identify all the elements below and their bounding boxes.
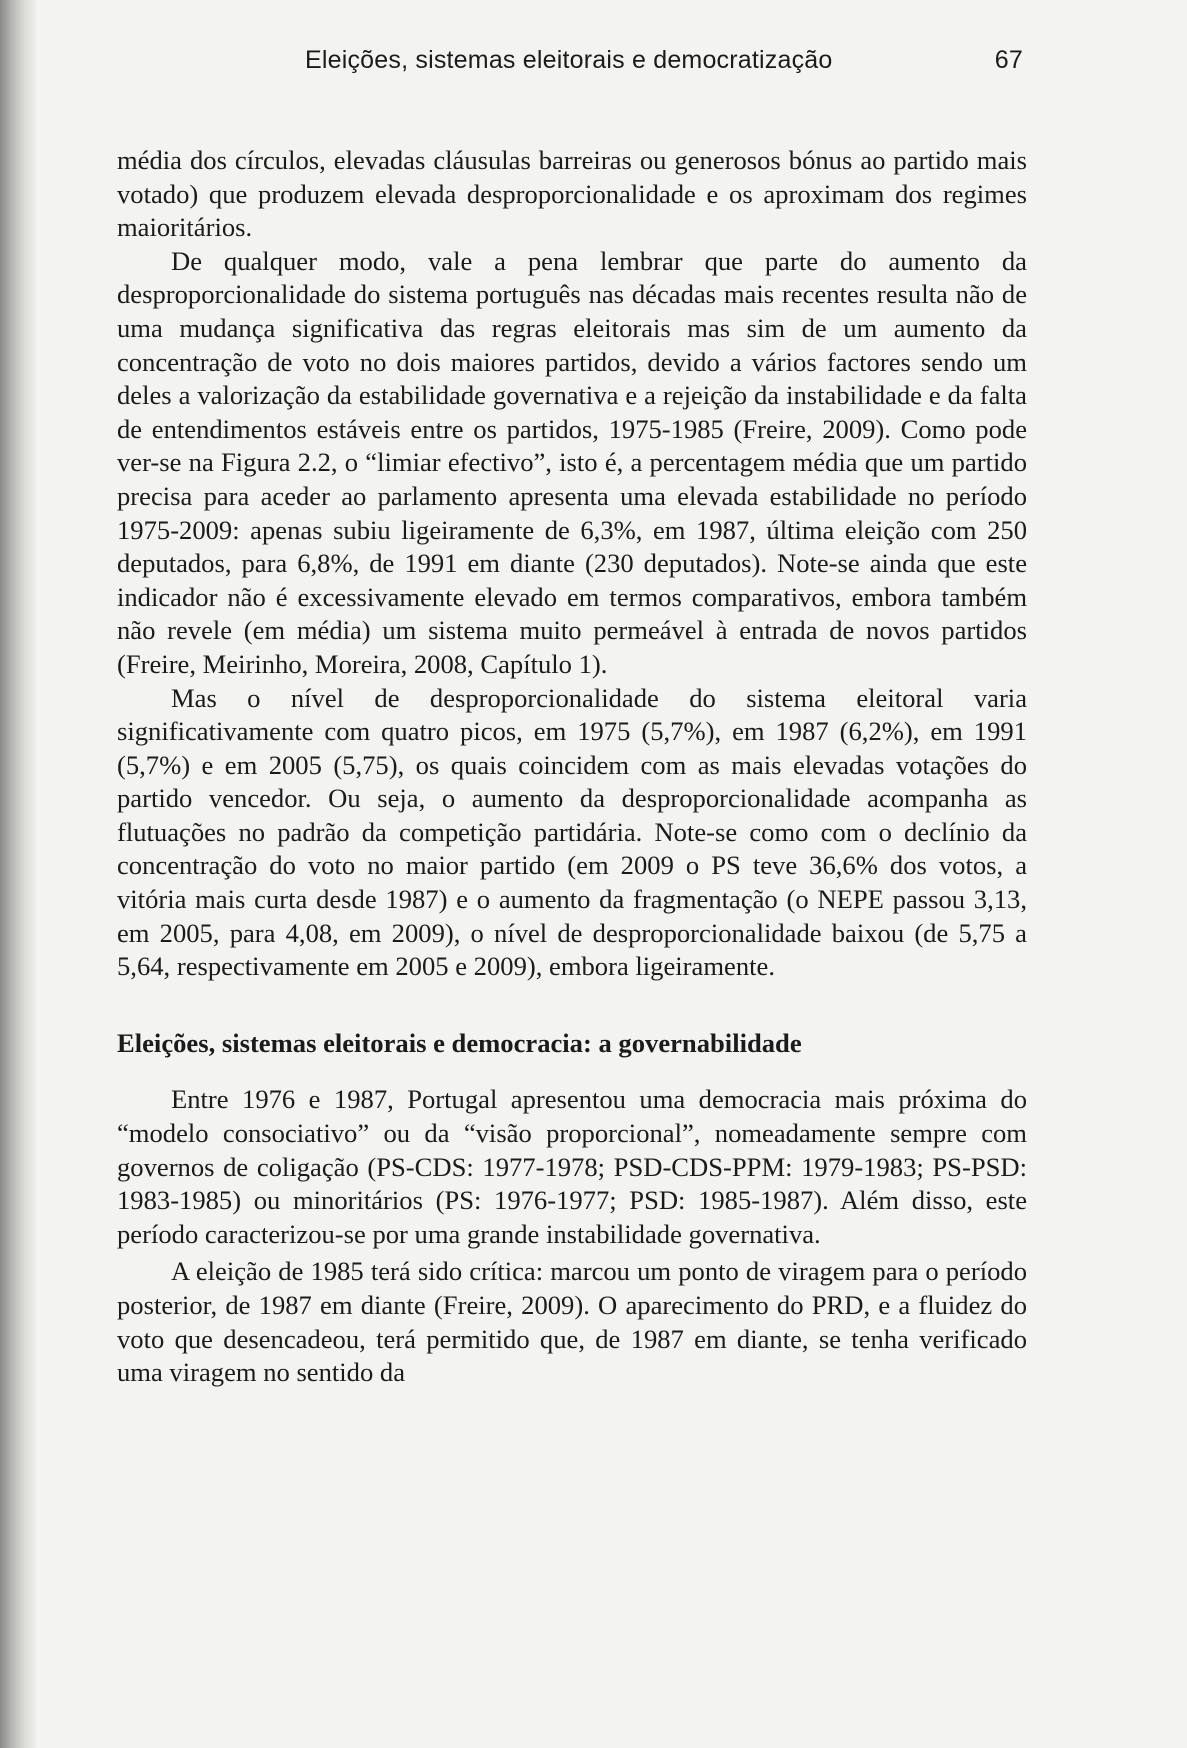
body-text [117, 144, 1027, 1390]
paragraph-5: A eleição de 1985 terá sido crítica: marcou um ponto de viragem para o período posterior, de 1987 em diante (Freire, 2009). O aparecimento do PRD, e a fluidez do voto que desencadeou, terá permitido que, de 1987 em diante, se tenha verificado uma viragem no sentido da [117, 1256, 1027, 1388]
paragraph-2: De qualquer modo, vale a pena lembrar que parte do aumento da desproporcionalidade do sistema português nas décadas mais recentes resulta não de uma mudança significativa das regras eleitorais mas sim de um aumento da concentração de voto no dois maiores partidos, devido a vários factores sendo um deles a valorização da estabilidade governativa e a rejeição da instabilidade e da falta de entendimentos estáveis entre os partidos, 1975-1985 (Freire, 2009). Como pode ver-se na Figura 2.2, o “limiar efectivo”, isto é, a percentagem média que um partido precisa para aceder ao parlamento apresenta uma elevada estabilidade no período 1975-2009: apenas subiu ligeiramente de 6,3%, em 1987, última eleição com 250 deputados, para 6,8%, de 1991 em diante (230 deputados). Note-se ainda que este indicador não é excessivamente elevado em termos comparativos, embora também não revele (em média) um sistema muito permeável à entrada de novos partidos (Freire, Meirinho, Moreira, 2008, Capítulo 1). [117, 245, 1027, 679]
section-heading: Eleições, sistemas eleitorais e democracia: a governabilidade [117, 1027, 802, 1058]
running-head [117, 42, 1027, 82]
paragraph-4: Entre 1976 e 1987, Portugal apresentou uma democracia mais próxima do “modelo consociativo” ou da “visão proporcional”, nomeadamente sempre com governos de coligação (PS-CDS: 1977-1978; PSD-CDS-PPM: 1979-1983; PS-PSD: 1983-1985) ou minoritários (PS: 1976-1977; PSD: 1985-1987). Além disso, este período caracterizou-se por uma grande instabilidade governativa. [117, 1084, 1027, 1249]
spacer [117, 1060, 1027, 1083]
paragraph-3: Mas o nível de desproporcionalidade do sistema eleitoral varia significativamente com quatro picos, em 1975 (5,7%), em 1987 (6,2%), em 1991 (5,7%) e em 2005 (5,75), os quais coincidem com as mais elevadas votações do partido vencedor. Ou seja, o aumento da desproporcionalidade acompanha as flutuações no padrão da competição partidária. Note-se como com o declínio da concentração do voto no maior partido (em 2009 o PS teve 36,6% dos votos, a vitória mais curta desde 1987) e o aumento da fragmentação (o NEPE passou 3,13, em 2005, para 4,08, em 2009), o nível de desproporcionalidade baixou (de 5,75 a 5,64, respectivamente em 2005 e 2009), embora ligeiramente. [117, 682, 1027, 982]
running-title: Eleições, sistemas eleitorais e democratização [305, 46, 833, 74]
spacer [117, 984, 1027, 1027]
page-number: 67 [994, 46, 1023, 74]
paragraph-1: média dos círculos, elevadas cláusulas barreiras ou generosos bónus ao partido mais votado) que produzem elevada desproporcionalidade e os aproximam dos regimes maioritários. [117, 145, 1027, 243]
